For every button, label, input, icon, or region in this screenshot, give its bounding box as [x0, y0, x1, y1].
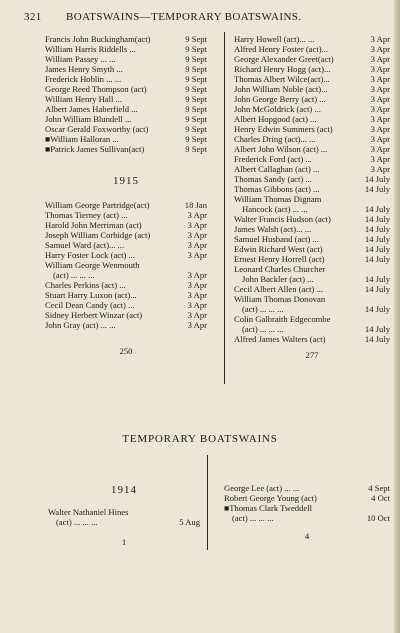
entry-name: John Backler (act) ...	[242, 274, 314, 284]
entry-date: 3 Apr	[187, 290, 207, 300]
entry-date: 9 Sept	[185, 94, 207, 104]
list-item	[48, 517, 200, 527]
entry-date: 3 Apr	[370, 104, 390, 114]
list-item	[45, 84, 207, 94]
list-item	[234, 294, 390, 304]
entry-name: John William Blundell ...	[45, 114, 132, 124]
entry-date: 4 Sept	[368, 483, 390, 493]
entry-name: Robert George Young (act)	[224, 493, 317, 503]
entry-name: Frederick Hoblin ... ...	[45, 74, 122, 84]
list-item	[45, 230, 207, 240]
entry-name: ■Patrick James Sullivan(act)	[45, 144, 145, 154]
entry-name: William George Partridge(act)	[45, 200, 150, 210]
entry-date: 9 Sept	[185, 34, 207, 44]
entry-name: Walter Francis Hudson (act)	[234, 214, 331, 224]
entry-name: Sidney Herbert Winzar (act)	[45, 310, 143, 320]
entry-name: William Harris Riddells ...	[45, 44, 136, 54]
entry-name: Samuel Husband (act) ...	[234, 234, 319, 244]
section-left-column	[48, 485, 200, 547]
list-item	[234, 104, 390, 114]
list-item	[45, 280, 207, 290]
list-item	[45, 64, 207, 74]
entry-date: 3 Apr	[187, 310, 207, 320]
list-item	[234, 274, 390, 284]
entry-date: 3 Apr	[187, 220, 207, 230]
year-heading-1914: 1914	[111, 484, 137, 496]
list-item	[234, 124, 390, 134]
entry-name: (act) ... ... ...	[56, 517, 98, 527]
entry-date: 14 July	[364, 184, 390, 194]
list-item	[234, 84, 390, 94]
entry-name: John Gray (act) ... ...	[45, 320, 116, 330]
section-right-column	[224, 483, 390, 541]
list-item	[234, 234, 390, 244]
entry-name: George Reed Thompson (act)	[45, 84, 147, 94]
list-item	[234, 64, 390, 74]
entry-name: William Thomas Dignam	[234, 194, 322, 204]
entry-name: ■William Halloran ...	[45, 134, 119, 144]
entry-name: Cecil Dean Candy (act) ...	[45, 300, 135, 310]
entry-date: 3 Apr	[370, 134, 390, 144]
entry-name: John George Berry (act) ...	[234, 94, 326, 104]
entry-name: Walter Nathaniel Hines	[48, 507, 129, 517]
list-item	[45, 220, 207, 230]
entry-date: 3 Apr	[370, 84, 390, 94]
entry-date: 9 Sept	[185, 114, 207, 124]
page-title: BOATSWAINS—TEMPORARY BOATSWAINS.	[66, 11, 302, 23]
list-item	[234, 224, 390, 234]
entry-date: 3 Apr	[370, 54, 390, 64]
entry-date: 3 Apr	[187, 270, 207, 280]
entry-date: 3 Apr	[370, 64, 390, 74]
list-item	[224, 493, 390, 503]
entry-name: Colin Galbraith Edgecombe	[234, 314, 331, 324]
entry-name: William Passey ... ...	[45, 54, 116, 64]
page-number: 321	[24, 11, 42, 23]
entry-date: 14 July	[364, 174, 390, 184]
entry-name: Harold John Merriman (act)	[45, 220, 142, 230]
entry-date: 3 Apr	[370, 114, 390, 124]
entry-date: 9 Sept	[185, 124, 207, 134]
list-item	[234, 144, 390, 154]
entry-name: Charles Perkins (act) ...	[45, 280, 126, 290]
entry-name: Alfred James Walters (act)	[234, 334, 326, 344]
list-item	[45, 104, 207, 114]
entry-date: 9 Sept	[185, 134, 207, 144]
entry-date: 3 Apr	[187, 230, 207, 240]
entry-date: 4 Oct	[371, 493, 390, 503]
entry-date: 14 July	[364, 304, 390, 314]
list-item	[234, 304, 390, 314]
list-item	[234, 74, 390, 84]
list-item	[234, 214, 390, 224]
list-item	[234, 54, 390, 64]
entry-name: ■Thomas Clark Tweddell	[224, 503, 312, 513]
list-item	[45, 300, 207, 310]
entry-name: Francis John Buckingham(act)	[45, 34, 151, 44]
list-item	[45, 290, 207, 300]
entry-name: (act) ... ... ...	[232, 513, 274, 523]
entry-name: Edwin Richard West (act)	[234, 244, 323, 254]
entry-name: (act) ... ... ...	[242, 304, 284, 314]
list-item	[234, 134, 390, 144]
entry-name: Thomas Sandy (act) ...	[234, 174, 312, 184]
entry-date: 14 July	[364, 254, 390, 264]
entry-name: (act) ... ... ...	[242, 324, 284, 334]
entry-date: 14 July	[364, 204, 390, 214]
entry-date: 3 Apr	[187, 240, 207, 250]
list-item	[224, 503, 390, 513]
list-item	[234, 114, 390, 124]
entry-date: 14 July	[364, 234, 390, 244]
entry-date: 3 Apr	[187, 210, 207, 220]
entry-name: William Henry Hall ...	[45, 94, 122, 104]
entry-name: William George Wenmouth	[45, 260, 140, 270]
entry-date: 9 Sept	[185, 74, 207, 84]
entry-name: George Alexander Greet(act)	[234, 54, 334, 64]
list-item	[45, 44, 207, 54]
entry-date: 14 July	[364, 274, 390, 284]
list-item	[48, 507, 200, 517]
list-item	[45, 144, 207, 154]
entry-date: 3 Apr	[370, 44, 390, 54]
entry-date: 3 Apr	[370, 144, 390, 154]
entry-name: Ernest Henry Horrell (act)	[234, 254, 325, 264]
entry-name: John William Noble (act)...	[234, 84, 328, 94]
entry-name: William Thomas Donovan	[234, 294, 326, 304]
entry-name: Albert John Wilson (act) ...	[234, 144, 328, 154]
list-item	[234, 44, 390, 54]
section-title: TEMPORARY BOATSWAINS	[122, 433, 278, 445]
entry-name: Albert Hopgood (act) ...	[234, 114, 317, 124]
entry-name: Oscar Gerald Foxworthy (act)	[45, 124, 149, 134]
entry-date: 3 Apr	[187, 280, 207, 290]
entry-name: James Walsh (act)... ...	[234, 224, 312, 234]
list-item	[234, 94, 390, 104]
page-header	[0, 11, 400, 25]
list-item	[234, 324, 390, 334]
entry-name: Hancock (act) ... ...	[242, 204, 308, 214]
entry-date: 3 Apr	[370, 74, 390, 84]
entry-date: 9 Sept	[185, 64, 207, 74]
list-item	[234, 204, 390, 214]
list-item	[45, 114, 207, 124]
entry-name: Henry Edwin Summers (act)	[234, 124, 333, 134]
entry-date: 5 Aug	[179, 517, 200, 527]
entry-date: 18 Jan	[184, 200, 207, 210]
list-item	[45, 124, 207, 134]
entry-date: 3 Apr	[370, 154, 390, 164]
entry-date: 10 Oct	[366, 513, 390, 523]
list-item	[224, 483, 390, 493]
entry-date: 3 Apr	[370, 94, 390, 104]
list-item	[45, 74, 207, 84]
list-item	[234, 284, 390, 294]
section-column-divider	[207, 455, 208, 550]
year-heading-1915: 1915	[113, 175, 139, 187]
entry-name: Thomas Albert Wilce(act)...	[234, 74, 330, 84]
entry-name: Cecil Albert Allen (act) ...	[234, 284, 324, 294]
list-item	[234, 154, 390, 164]
entry-date: 3 Apr	[370, 124, 390, 134]
left-column	[45, 34, 207, 356]
entry-date: 14 July	[364, 224, 390, 234]
entry-date: 9 Sept	[185, 144, 207, 154]
entry-name: (act) ... ... ...	[53, 270, 95, 280]
entry-name: Thomas Gibbons (act) ...	[234, 184, 320, 194]
entry-date: 14 July	[364, 334, 390, 344]
entry-name: Stuart Harry Luxon (act)...	[45, 290, 137, 300]
list-item	[45, 54, 207, 64]
entry-date: 9 Sept	[185, 84, 207, 94]
list-item	[45, 260, 207, 270]
list-item	[45, 240, 207, 250]
entry-name: Joseph William Corbidge (act)	[45, 230, 151, 240]
entry-name: Harry Howell (act)... ...	[234, 34, 315, 44]
list-item	[224, 513, 390, 523]
entry-date: 14 July	[364, 244, 390, 254]
list-item	[45, 34, 207, 44]
list-item	[45, 310, 207, 320]
list-item	[234, 164, 390, 174]
list-item	[234, 264, 390, 274]
page-binding-edge	[394, 0, 400, 633]
entry-name: Richard Henry Hogg (act)...	[234, 64, 331, 74]
list-item	[45, 210, 207, 220]
entry-name: Leonard Charles Churcher	[234, 264, 326, 274]
list-item	[45, 250, 207, 260]
entry-date: 9 Sept	[185, 44, 207, 54]
entry-date: 14 July	[364, 324, 390, 334]
entry-date: 3 Apr	[187, 320, 207, 330]
list-item	[234, 34, 390, 44]
section-left-total: 1	[121, 537, 127, 547]
list-item	[234, 244, 390, 254]
entry-date: 9 Sept	[185, 104, 207, 114]
right-column	[234, 34, 390, 360]
entry-name: George Lee (act) ... ...	[224, 483, 300, 493]
list-item	[234, 314, 390, 324]
entry-date: 3 Apr	[187, 250, 207, 260]
right-column-total: 277	[305, 350, 319, 360]
entry-date: 3 Apr	[370, 34, 390, 44]
left-column-total: 250	[119, 346, 133, 356]
list-item	[234, 254, 390, 264]
entry-date: 14 July	[364, 284, 390, 294]
column-divider	[224, 32, 225, 384]
entry-date: 9 Sept	[185, 54, 207, 64]
list-item	[45, 134, 207, 144]
entry-name: Alfred Henry Foster (act)...	[234, 44, 329, 54]
entry-name: Frederick Ford (act) ...	[234, 154, 312, 164]
entry-date: 3 Apr	[370, 164, 390, 174]
list-item	[45, 200, 207, 210]
list-item	[234, 184, 390, 194]
entry-name: Samuel Ward (act)... ...	[45, 240, 125, 250]
list-item	[234, 334, 390, 344]
entry-name: Thomas Tierney (act) ...	[45, 210, 128, 220]
entry-name: Charles Dring (act)... ...	[234, 134, 316, 144]
list-item	[234, 194, 390, 204]
entry-name: Harry Foster Lock (act) ...	[45, 250, 135, 260]
list-item	[45, 94, 207, 104]
entry-date: 3 Apr	[187, 300, 207, 310]
list-item	[234, 174, 390, 184]
entry-name: Albert James Haberfield ...	[45, 104, 138, 114]
list-item	[45, 320, 207, 330]
entry-date: 14 July	[364, 214, 390, 224]
section-right-total: 4	[304, 531, 310, 541]
list-item	[45, 270, 207, 280]
entry-name: Albert Callaghan (act) ...	[234, 164, 320, 174]
entry-name: James Henry Smyth ...	[45, 64, 123, 74]
entry-name: John McGoldrick (act) ...	[234, 104, 321, 114]
